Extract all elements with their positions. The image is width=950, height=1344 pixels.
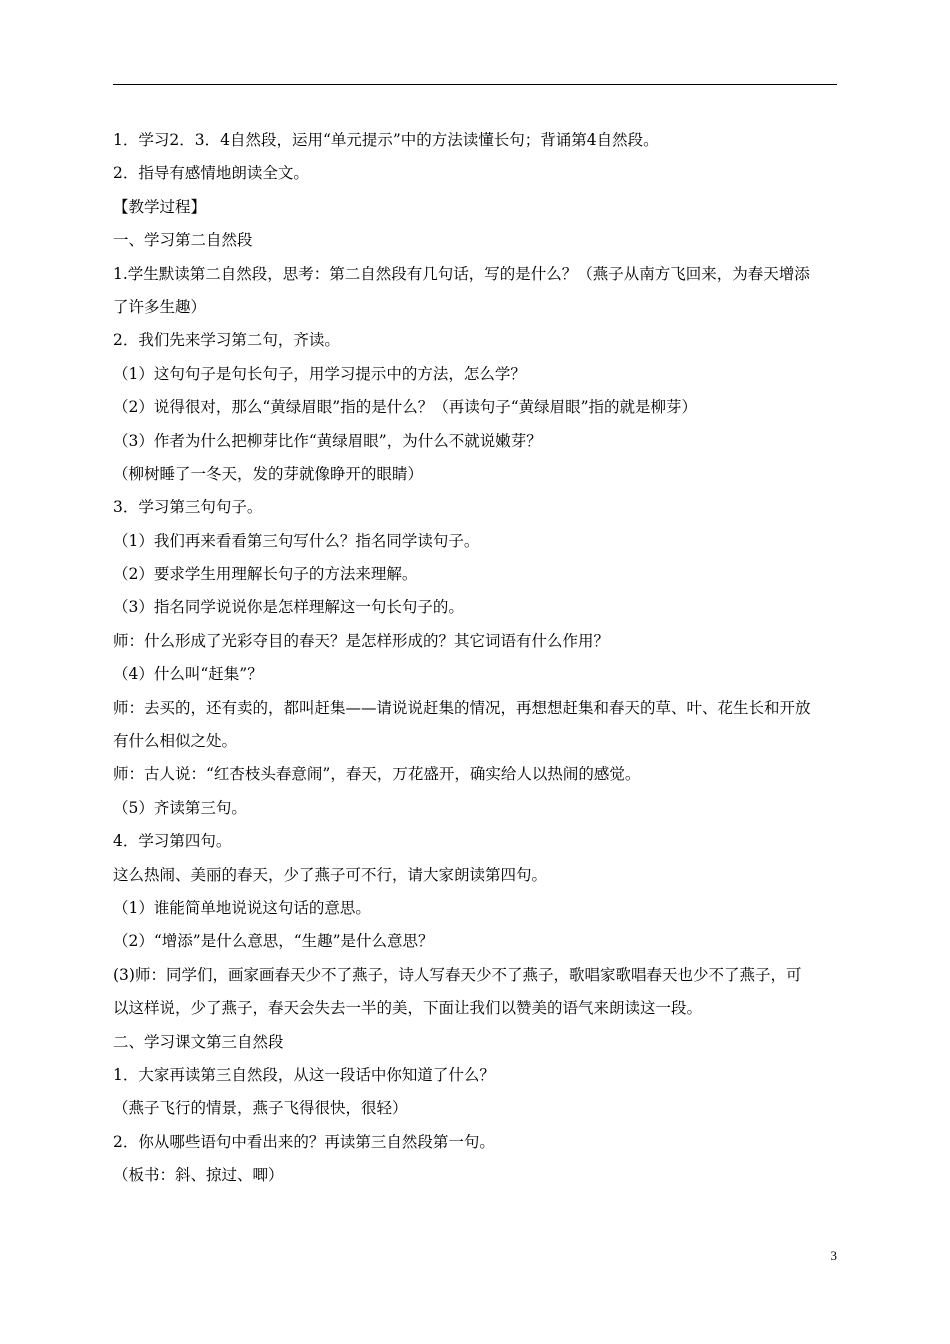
text-line: （3）作者为什么把柳芽比作“黄绿眉眼”，为什么不就说嫩芽？ [113,431,542,450]
text-line: 1．大家再读第三自然段，从这一段话中你知道了什么？ [113,1065,495,1084]
text-line: 1．学习2．3．4自然段，运用“单元提示”中的方法读懂长句；背诵第4自然段。 [113,131,659,149]
text-line: 师：古人说：“红杏枝头春意闹”，春天，万花盛开，确实给人以热闹的感觉。 [113,765,641,784]
text-line: 了许多生趣） [113,297,207,316]
section-heading: 一、学习第二自然段 [113,231,253,250]
text-line: (3)师：同学们，画家画春天少不了燕子，诗人写春天少不了燕子，歌唱家歌唱春天也少不了燕子，可 [113,965,802,984]
text-line: （1）谁能简单地说说这句话的意思。 [113,898,371,917]
text-line: （4）什么叫“赶集”？ [113,665,263,684]
text-line: （5）齐读第三句。 [113,798,247,817]
document-body [113,124,839,1193]
text-line: 2．指导有感情地朗读全文。 [113,164,309,183]
text-line: 4．学习第四句。 [113,832,232,851]
text-line: （1）这句句子是句长句子，用学习提示中的方法，怎么学？ [113,364,526,383]
text-line: （3）指名同学说说你是怎样理解这一句长句子的。 [113,598,464,617]
section-heading: 【教学过程】 [113,197,207,216]
text-line: （板书：斜、掠过、唧） [113,1166,284,1185]
text-line: 这么热闹、美丽的春天，少了燕子可不行，请大家朗读第四句。 [113,865,548,884]
text-line: （2）要求学生用理解长句子的方法来理解。 [113,565,418,584]
text-line: （燕子飞行的情景，燕子飞得很快，很轻） [113,1099,408,1118]
text-line: （2）说得很对，那么“黄绿眉眼”指的是什么？（再读句子“黄绿眉眼”指的就是柳芽） [113,398,698,417]
header-rule [113,84,837,85]
section-heading: 二、学习课文第三自然段 [113,1032,284,1051]
text-line: （柳树睡了一冬天，发的芽就像睁开的眼睛） [113,464,424,483]
text-line: 以这样说，少了燕子，春天会失去一半的美，下面让我们以赞美的语气来朗读这一段。 [113,999,703,1018]
text-line: （2）“增添”是什么意思，“生趣”是什么意思？ [113,932,434,951]
text-line: 有什么相似之处。 [113,732,238,751]
text-line: 2．我们先来学习第二句，齐读。 [113,331,340,350]
text-line: 师：什么形成了光彩夺目的春天？是怎样形成的？其它词语有什么作用？ [113,631,610,650]
page-number: 3 [830,1248,837,1263]
text-line: 2．你从哪些语句中看出来的？再读第三自然段第一句。 [113,1132,495,1151]
text-line: （1）我们再来看看第三句写什么？指名同学读句子。 [113,531,480,550]
text-line: 1.学生默读第二自然段，思考：第二自然段有几句话，写的是什么？（燕子从南方飞回来，为春天增添 [113,264,810,283]
text-line: 3．学习第三句句子。 [113,498,263,517]
text-line: 师：去买的，还有卖的，都叫赶集——请说说赶集的情况，再想想赶集和春天的草、叶、花生长和开放 [113,698,811,717]
